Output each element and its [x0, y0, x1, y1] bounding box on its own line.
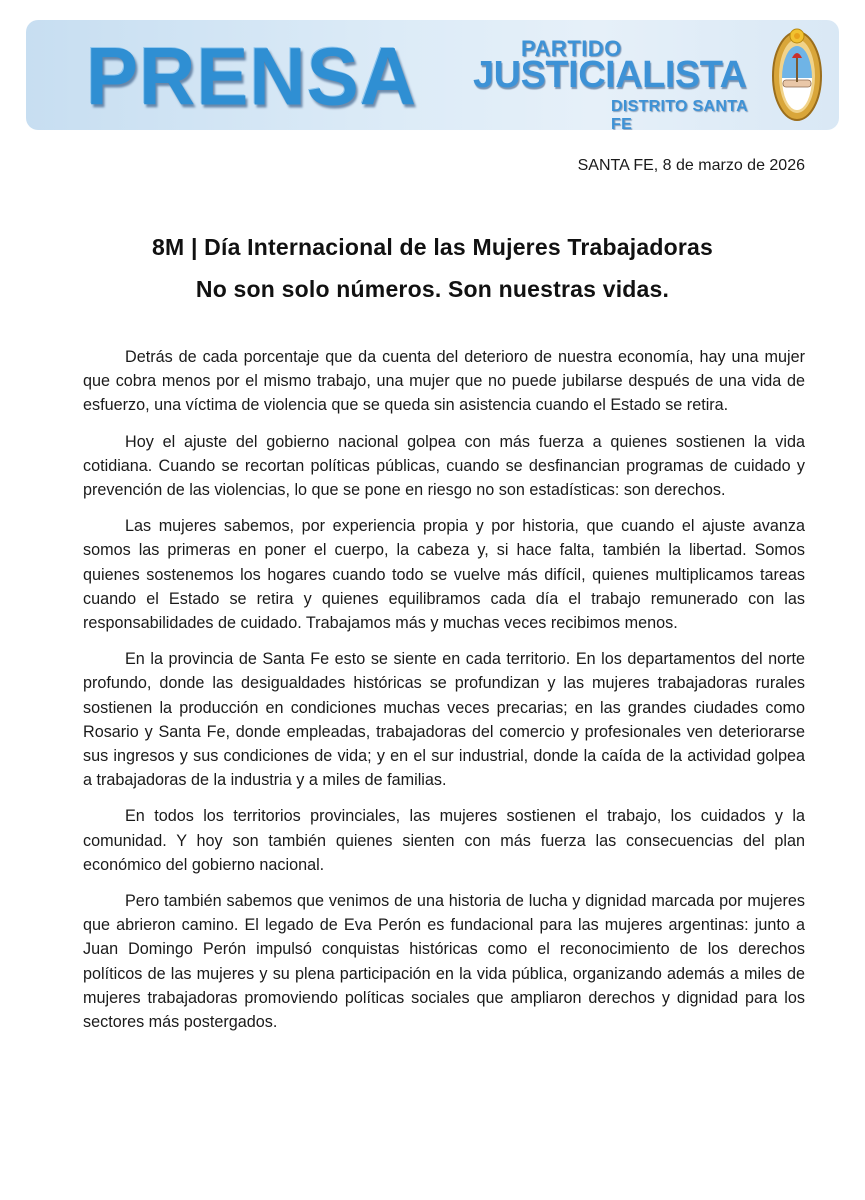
title-line-1: 8M | Día Internacional de las Mujeres Trabajadoras: [152, 234, 713, 260]
party-logo-line1: PARTIDO: [521, 36, 622, 61]
press-release-body: [83, 345, 805, 1046]
press-release-title: [0, 226, 865, 310]
party-logo-line2: JUSTICIALISTA: [473, 54, 747, 96]
header-banner: [26, 20, 839, 130]
peronist-shield-icon: [771, 26, 823, 124]
banner-title: PRENSA: [86, 29, 418, 123]
body-paragraph: Detrás de cada porcentaje que da cuenta del deterioro de nuestra economía, hay una mujer que cobra menos por el mismo trabajo, una mujer que no puede jubilarse después de una vida de esfuerzo, una víctima de violencia que se queda sin asistencia cuando el Estado se retira.: [83, 348, 805, 415]
party-logo: [471, 30, 761, 130]
body-paragraph: Pero también sabemos que venimos de una historia de lucha y dignidad marcada por mujeres que abrieron camino. El legado de Eva Perón es fundacional para las mujeres argentinas: junto a Juan Domingo Perón impulsó conquistas históricas como el reconocimiento de los derechos políticos de las mujeres y su plena participación en la vida pública, organizando además a miles de mujeres trabajadoras promoviendo políticas sociales que ampliaron derechos y dignidad para los sectores más postergados.: [83, 892, 805, 1032]
body-paragraph: Las mujeres sabemos, por experiencia propia y por historia, que cuando el ajuste avanza somos las primeras en poner el cuerpo, la cabeza y, si hace falta, también la libertad. Somos quienes sostenemos los hogares cuando todo se vuelve más difícil, quienes multiplicamos tareas cuando el Estado se retira y quienes equilibramos cada día el trabajo remunerado con las responsabilidades de cuidado. Trabajamos más y muchas veces recibimos menos.: [83, 517, 805, 633]
dateline: SANTA FE, 8 de marzo de 2026: [577, 157, 805, 174]
body-paragraph: En la provincia de Santa Fe esto se siente en cada territorio. En los departamentos del norte profundo, donde las desigualdades históricas se profundizan y las mujeres trabajadoras rurales sostienen la producción en condiciones muchas veces precarias; en las grandes ciudades como Rosario y Santa Fe, donde empleadas, trabajadoras del comercio y profesionales ven deteriorarse sus ingresos y sus condiciones de vida; y en el sur industrial, donde la caída de la actividad golpea a trabajadoras de la industria y a miles de familias.: [83, 650, 805, 790]
body-paragraph: En todos los territorios provinciales, las mujeres sostienen el trabajo, los cuidados y la comunidad. Y hoy son también quienes sienten con más fuerza las consecuencias del plan económico del gobierno nacional.: [83, 807, 805, 874]
party-logo-line3: DISTRITO SANTA FE: [611, 98, 748, 130]
title-line-2: No son solo números. Son nuestras vidas.: [195, 276, 670, 302]
body-paragraph: Hoy el ajuste del gobierno nacional golpea con más fuerza a quienes sostienen la vida cotidiana. Cuando se recortan políticas públicas, cuando se desfinancian programas de cuidado y prevención de las violencias, lo que se pone en riesgo no son estadísticas: son derechos.: [83, 432, 805, 500]
